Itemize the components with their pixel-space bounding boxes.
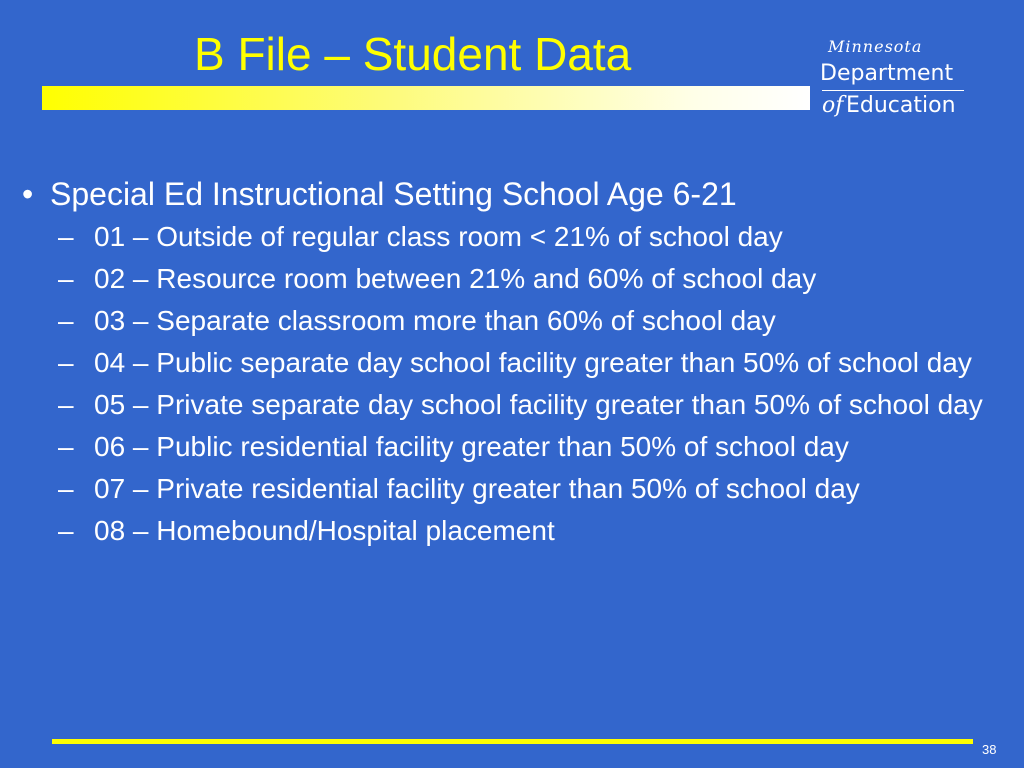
logo-script-text: Minnesota [828, 37, 923, 56]
sub-bullet-item [22, 346, 1012, 380]
dash-icon: – [58, 305, 74, 336]
bullet-text: Special Ed Instructional Setting School Age 6-21 [50, 176, 737, 212]
sub-bullet-text: 08 – Homebound/Hospital placement [94, 515, 555, 546]
sub-bullet-text: 06 – Public residential facility greater than 50% of school day [94, 431, 849, 462]
department-of-education-logo [814, 36, 974, 122]
bullet-dot-icon: • [22, 176, 34, 212]
sub-bullet-text: 02 – Resource room between 21% and 60% of school day [94, 263, 817, 294]
sub-bullet-item [22, 430, 1012, 464]
dash-icon: – [58, 473, 74, 504]
sub-bullet-item [22, 220, 1012, 254]
slide-body [22, 172, 1012, 556]
title-gradient-bar [42, 86, 810, 110]
dash-icon: – [58, 263, 74, 294]
sub-bullet-item [22, 388, 1012, 422]
logo-of-text: of [822, 93, 844, 118]
page-number: 38 [982, 742, 997, 757]
sub-bullet-text: 04 – Public separate day school facility greater than 50% of school day [94, 347, 972, 378]
sub-bullet-item [22, 262, 1012, 296]
logo-department-text: Department [820, 61, 954, 86]
logo-divider [822, 90, 964, 91]
sub-bullet-text: 03 – Separate classroom more than 60% of school day [94, 305, 776, 336]
sub-bullet-item [22, 514, 1012, 548]
sub-bullet-list [22, 220, 1012, 548]
slide-title: B File – Student Data [194, 28, 632, 80]
sub-bullet-item [22, 304, 1012, 338]
footer-rule [52, 739, 973, 744]
dash-icon: – [58, 221, 74, 252]
dash-icon: – [58, 515, 74, 546]
sub-bullet-item [22, 472, 1012, 506]
dash-icon: – [58, 389, 74, 420]
dash-icon: – [58, 347, 74, 378]
dash-icon: – [58, 431, 74, 462]
sub-bullet-text: 07 – Private residential facility greater than 50% of school day [94, 473, 860, 504]
bullet-item [22, 172, 1012, 216]
sub-bullet-text: 05 – Private separate day school facility greater than 50% of school day [94, 389, 983, 420]
sub-bullet-text: 01 – Outside of regular class room < 21% of school day [94, 221, 783, 252]
logo-education-text: Education [846, 93, 956, 118]
